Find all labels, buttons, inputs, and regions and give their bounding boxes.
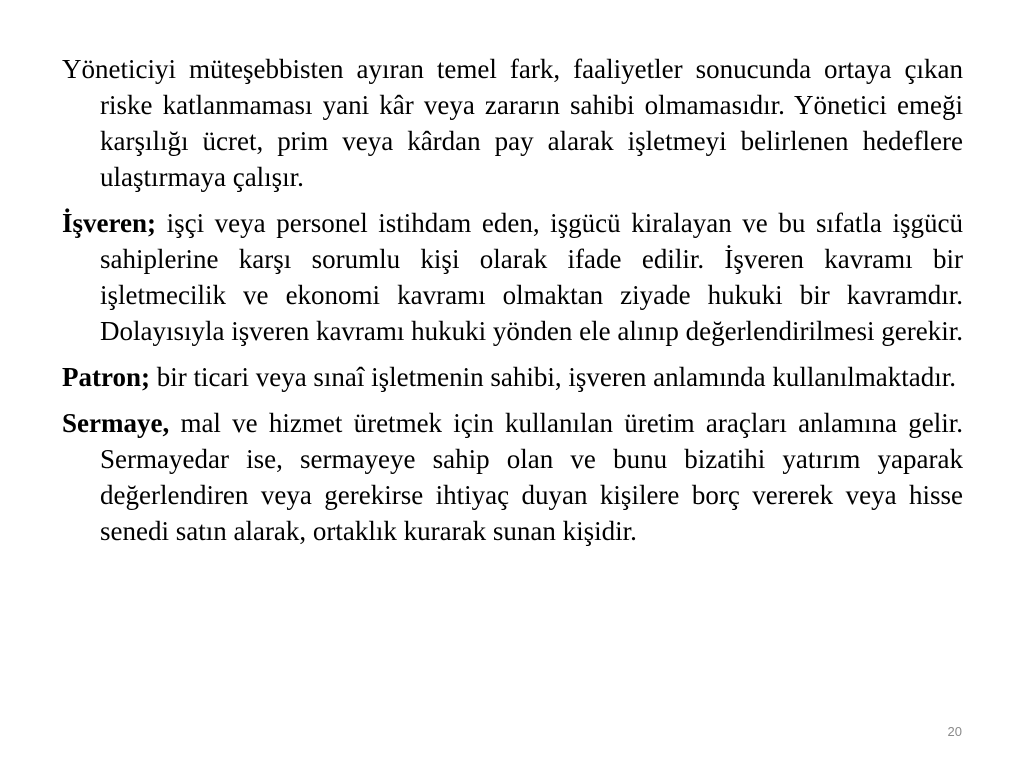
slide-number: 20 xyxy=(947,724,962,739)
paragraph-text: Yöneticiyi müteşebbisten ayıran temel fark, faaliyetler sonucunda ortaya çıkan riske katlanmaması yani kâr veya zararın sahibi olmamasıdır. Yönetici emeği karşılığı ücret, prim veya kârdan pay alarak işletmeyi belirlenen hedeflere ulaştırmaya çalışır. xyxy=(62,54,963,192)
paragraph-text: bir ticari veya sınaî işletmenin sahibi, işveren anlamında kullanılmaktadır. xyxy=(150,362,957,392)
term-patron: Patron; xyxy=(62,362,150,392)
paragraph-patron xyxy=(62,359,963,395)
paragraph-isveren xyxy=(62,205,963,349)
paragraph-text: işçi veya personel istihdam eden, işgücü kiralayan ve bu sıfatla işgücü sahiplerine karşı sorumlu kişi olarak ifade edilir. İşveren kavramı bir işletmecilik ve ekonomi kavramı olmaktan ziyade hukuki bir kavramdır. Dolayısıyla işveren kavramı hukuki yönden ele alınıp değerlendirilmesi gerekir. xyxy=(100,208,963,346)
slide-body xyxy=(62,51,963,559)
paragraph-sermaye xyxy=(62,405,963,549)
paragraph-text: mal ve hizmet üretmek için kullanılan üretim araçları anlamına gelir. Sermayedar ise, sermayeye sahip olan ve bunu bizatihi yatırım yaparak değerlendiren veya gerekirse ihtiyaç duyan kişilere borç vererek veya hisse senedi satın alarak, ortaklık kurarak sunan kişidir. xyxy=(100,408,963,546)
term-isveren: İşveren; xyxy=(62,208,156,238)
term-sermaye: Sermaye, xyxy=(62,408,170,438)
paragraph-yonetici xyxy=(62,51,963,195)
